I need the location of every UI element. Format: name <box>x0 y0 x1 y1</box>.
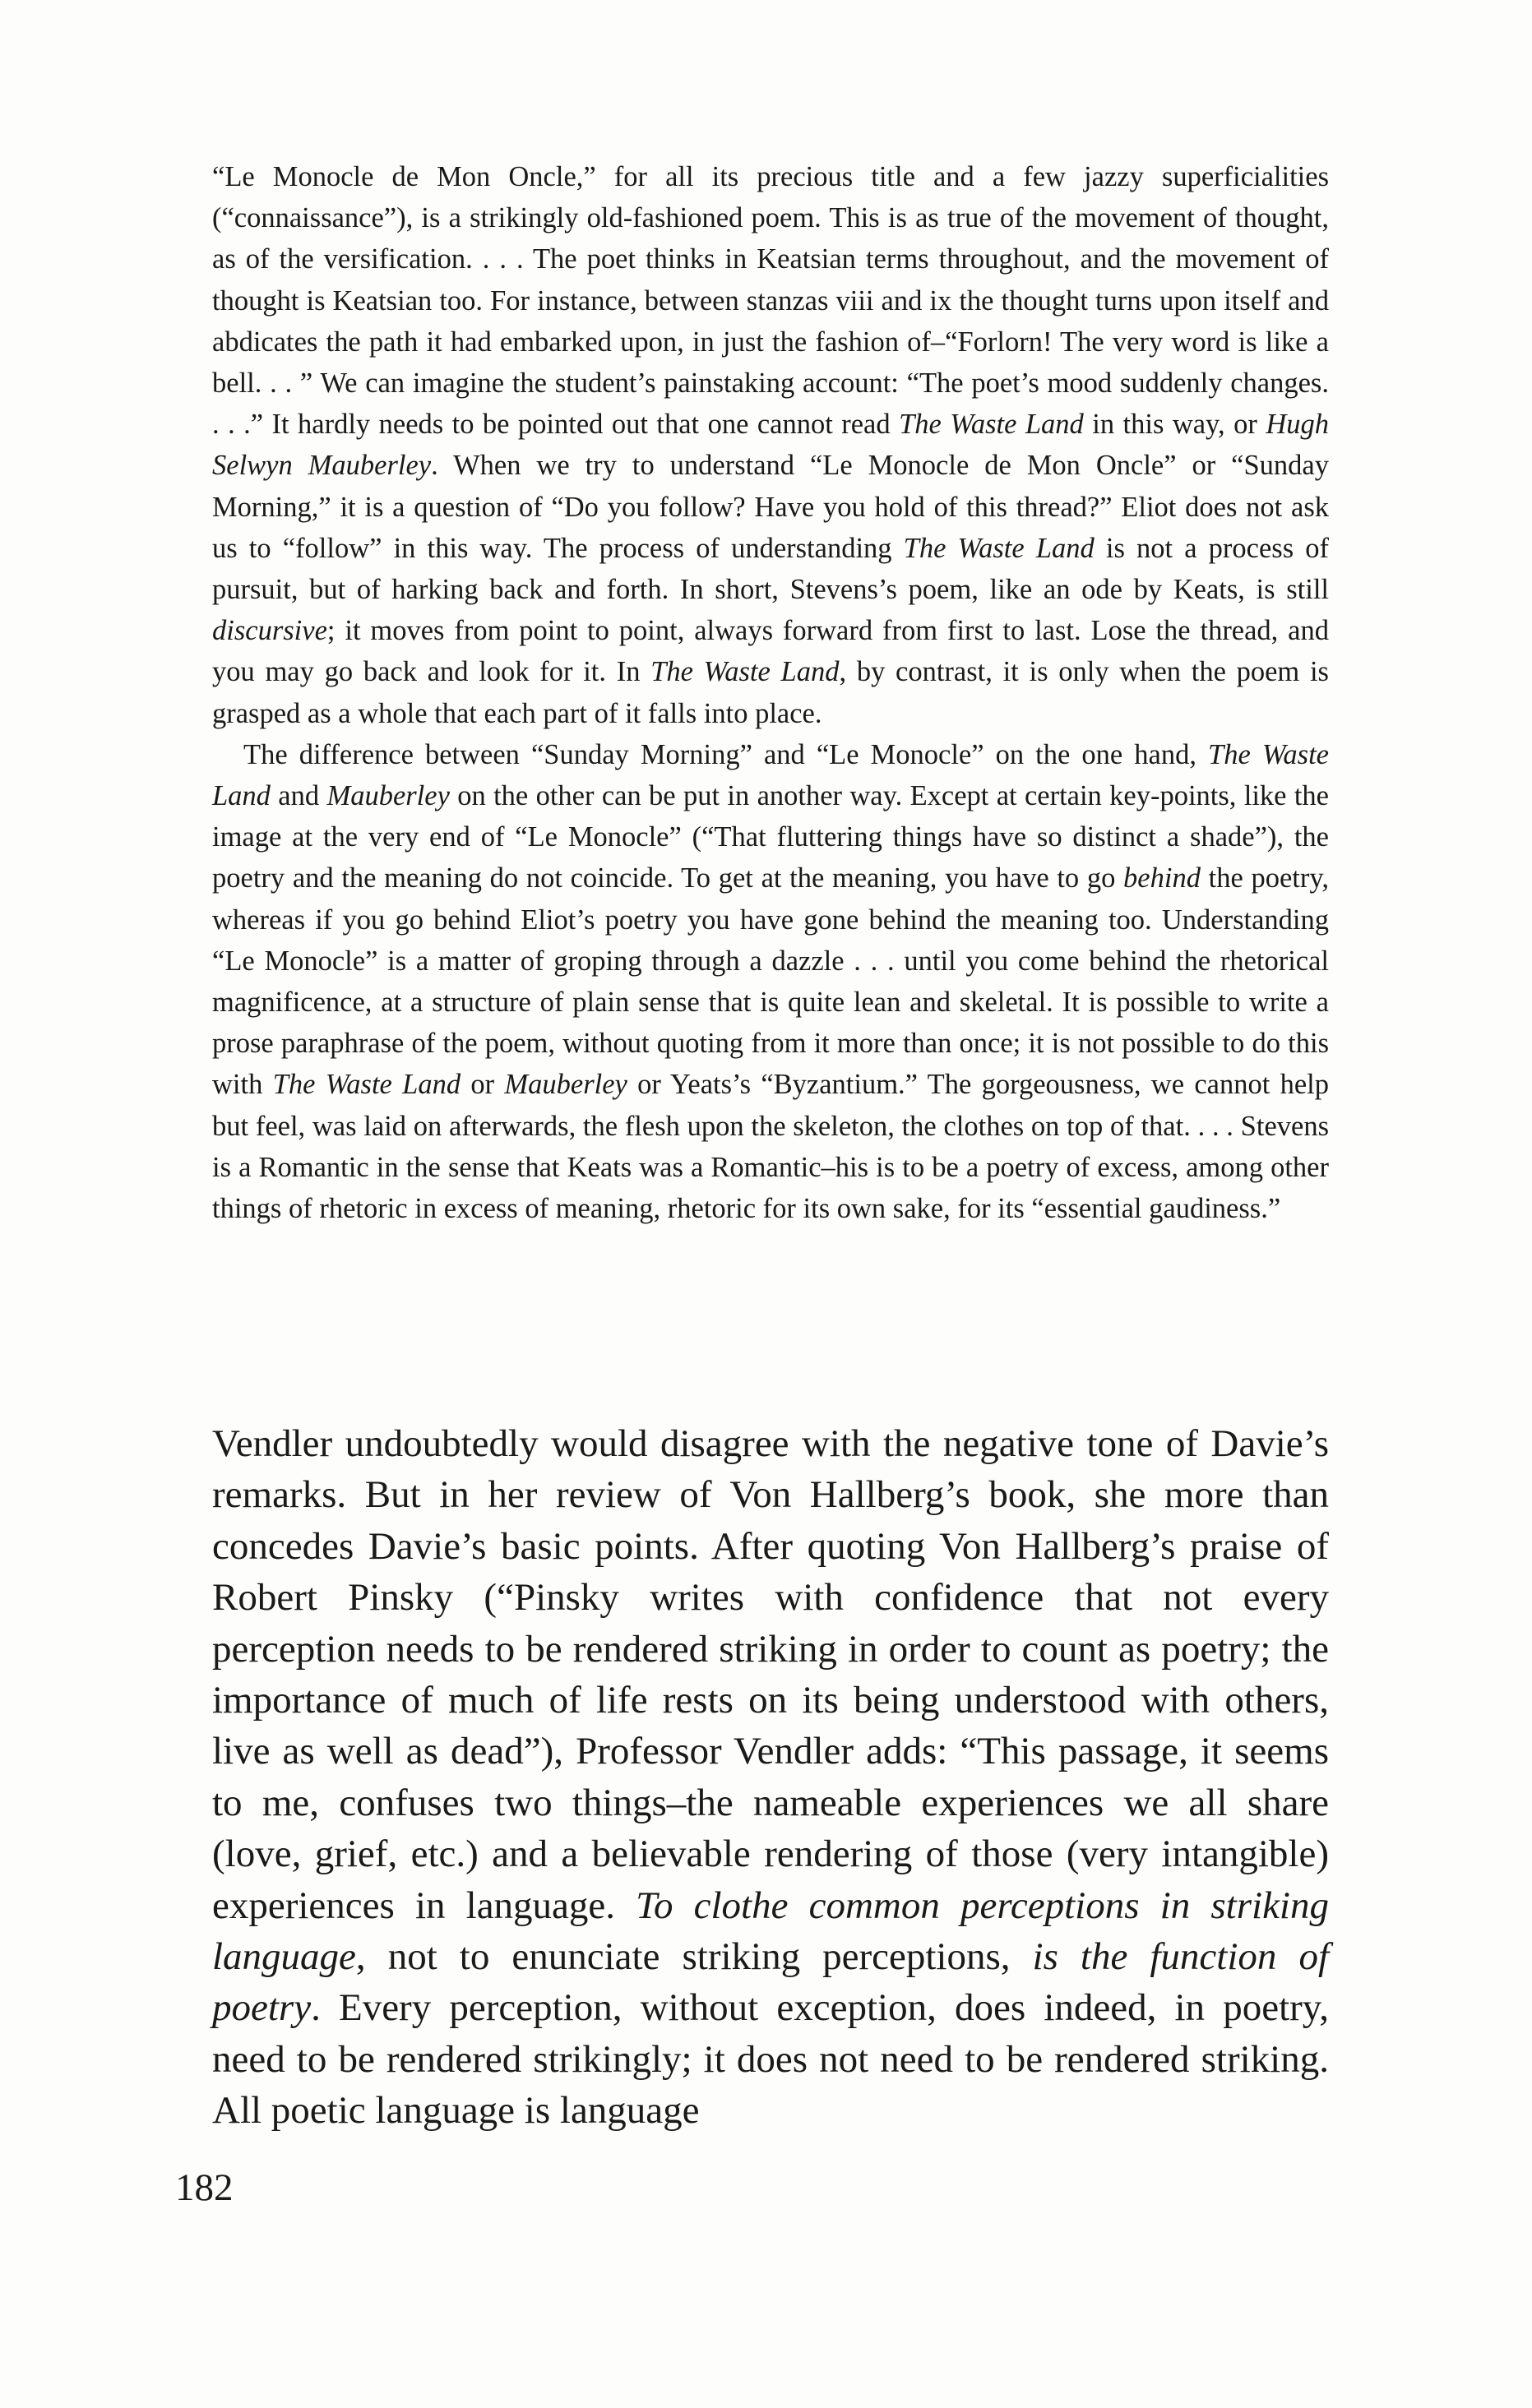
page-number: 182 <box>175 2166 234 2209</box>
main-text <box>212 1418 1329 2137</box>
body-paragraph: Vendler undoubtedly would disagree with the negative tone of Davie’s remarks. But in her review of Von Hallberg’s book, she more than concedes Davie’s basic points. After quoting Von Hallberg’s praise of Robert Pinsky (“Pinsky writes with confidence that not every perception needs to be rendered striking in order to count as poetry; the importance of much of life rests on its being understood with others, live as well as dead”), Professor Vendler adds: “This passage, it seems to me, confuses two things–the nameable experiences we all share (love, grief, etc.) and a believable rendering of those (very intangible) experiences in language. To clothe common perceptions in striking language, not to enunciate striking perceptions, is the function of poetry. Every perception, without exception, does indeed, in poetry, need to be rendered strikingly; it does not need to be rendered striking. All poetic language is language <box>212 1422 1329 2133</box>
quote-paragraph-2: The difference between “Sunday Morning” and “Le Monocle” on the one hand, The Waste Land and Mauberley on the other can be put in another way. Except at certain key-points, like the image at the very end of “Le Monocle” (“That fluttering things have so distinct a shade”), the poetry and the meaning do not coincide. To get at the meaning, you have to go behind the poetry, whereas if you go behind Eliot’s poetry you have gone behind the meaning too. Understanding “Le Monocle” is a matter of groping through a dazzle . . . until you come behind the rhetorical magnificence, at a structure of plain sense that is quite lean and skeletal. It is possible to write a prose paraphrase of the poem, without quoting from it more than once; it is not possible to do this with The Waste Land or Mauberley or Yeats’s “Byzantium.” The gorgeousness, we cannot help but feel, was laid on afterwards, the flesh upon the skeleton, the clothes on top of that. . . . Stevens is a Romantic in the sense that Keats was a Romantic–his is to be a poetry of excess, among other things of rhetoric in excess of meaning, rhetoric for its own sake, for its “essential gaudiness.” <box>212 738 1329 1225</box>
block-quote <box>212 156 1329 1229</box>
quote-paragraph-1: “Le Monocle de Mon Oncle,” for all its precious title and a few jazzy superficialities (“connaissance”), is a strikingly old-fashioned poem. This is as true of the movement of thought, as of the versification. . . . The poet thinks in Keatsian terms throughout, and the movement of thought is Keatsian too. For instance, between stanzas viii and ix the thought turns upon itself and abdicates the path it had embarked upon, in just the fashion of–“Forlorn! The very word is like a bell. . . ” We can imagine the student’s painstaking account: “The poet’s mood suddenly changes. . . .” It hardly needs to be pointed out that one cannot read The Waste Land in this way, or Hugh Selwyn Mauberley. When we try to understand “Le Monocle de Mon Oncle” or “Sunday Morning,” it is a question of “Do you follow? Have you hold of this thread?” Eliot does not ask us to “follow” in this way. The process of understanding The Waste Land is not a process of pursuit, but of harking back and forth. In short, Stevens’s poem, like an ode by Keats, is still discursive; it moves from point to point, always forward from first to last. Lose the thread, and you may go back and look for it. In The Waste Land, by contrast, it is only when the poem is grasped as a whole that each part of it falls into place. <box>212 161 1329 729</box>
